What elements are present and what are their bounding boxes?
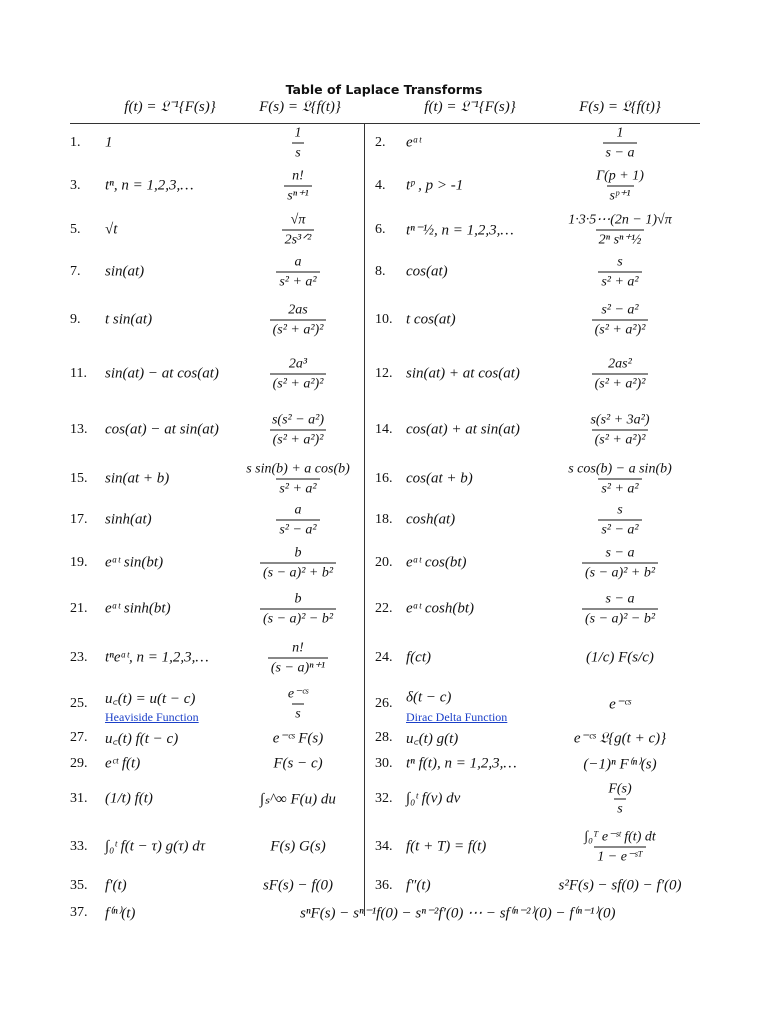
row-number: 24. <box>375 650 393 665</box>
transform-expression: s²F(s) − sf(0) − f′(0) <box>558 877 682 894</box>
time-function: eᵃᵗ cosh(bt) <box>406 600 475 617</box>
fraction <box>243 461 353 498</box>
row-number: 7. <box>70 264 81 279</box>
denominator: s² − a² <box>598 520 641 539</box>
numerator: 2as <box>288 302 308 318</box>
row-number: 19. <box>70 555 88 570</box>
denominator: (s − a)² + b² <box>582 563 658 582</box>
numerator: s² − a² <box>601 302 639 318</box>
time-function: ∫₀ᵗ f(t − τ) g(τ) dτ <box>105 838 206 855</box>
time-function: δ(t − c) <box>406 689 452 706</box>
numerator: ∫₀ᵀ e⁻ˢᵗ f(t) dt <box>584 829 656 845</box>
numerator: b <box>294 591 302 607</box>
row-number: 9. <box>70 312 81 327</box>
transform-expression: e⁻ᶜˢ <box>609 696 631 713</box>
time-function: f′(t) <box>105 877 127 894</box>
row-number: 32. <box>375 791 393 806</box>
row-number: 17. <box>70 512 88 527</box>
denominator: (s² + a²)² <box>270 374 327 393</box>
transform-function <box>208 756 388 773</box>
heaviside-function-link[interactable]: Heaviside Function <box>105 710 199 724</box>
denominator: (s² + a²)² <box>270 430 327 449</box>
denominator: sᵖ⁺¹ <box>607 186 634 205</box>
row-number: 30. <box>375 756 393 771</box>
transform-function <box>530 755 710 774</box>
time-function: u꜀(t) = u(t − c) <box>105 691 196 707</box>
numerator: s cos(b) − a sin(b) <box>568 461 672 477</box>
transform-function <box>530 545 710 582</box>
numerator: a <box>294 502 302 518</box>
fraction <box>282 212 315 249</box>
row-number: 16. <box>375 471 393 486</box>
time-function: sin(at) − at cos(at) <box>105 365 219 382</box>
transform-function <box>530 412 710 449</box>
numerator: s(s² + 3a²) <box>590 412 650 428</box>
row-number: 27. <box>70 730 88 745</box>
transform-function <box>208 356 388 393</box>
transform-expression: F(s) G(s) <box>270 838 326 855</box>
time-function: tᵖ , p > -1 <box>406 177 464 194</box>
row-number: 34. <box>375 839 393 854</box>
fraction <box>593 168 647 205</box>
denominator: s <box>614 799 625 818</box>
row-number: 12. <box>375 366 393 381</box>
fraction <box>269 412 327 449</box>
row-number: 10. <box>375 312 393 327</box>
transform-function <box>208 212 388 249</box>
transform-function <box>530 878 710 895</box>
numerator: 1 <box>294 125 302 141</box>
numerator: 1 <box>616 125 624 141</box>
transform-function <box>530 781 710 818</box>
denominator: (s − a)² − b² <box>260 609 336 628</box>
row-number: 6. <box>375 222 386 237</box>
transform-function <box>208 302 388 339</box>
time-function: eᵃᵗ <box>406 134 422 151</box>
row-number: 15. <box>70 471 88 486</box>
transform-function <box>208 686 388 723</box>
row-number: 33. <box>70 839 88 854</box>
denominator: (s − a)ⁿ⁺¹ <box>268 658 328 677</box>
page-title: Table of Laplace Transforms <box>285 82 483 97</box>
fraction <box>260 545 336 582</box>
transform-function <box>530 829 710 866</box>
row-number: 1. <box>70 135 81 150</box>
fraction <box>276 254 319 291</box>
fraction <box>292 125 305 162</box>
transform-function <box>208 729 388 748</box>
numerator: F(s) <box>608 781 632 797</box>
transform-function <box>530 125 710 162</box>
denominator: (s − a)² − b² <box>582 609 658 628</box>
transform-function <box>530 461 710 498</box>
numerator: b <box>294 545 302 561</box>
numerator: e⁻ᶜˢ <box>287 686 309 702</box>
denominator: 2ⁿ sⁿ⁺½ <box>596 230 645 249</box>
row-number: 5. <box>70 222 81 237</box>
time-function: 1 <box>105 134 113 151</box>
denominator: (s² + a²)² <box>592 374 649 393</box>
fraction <box>284 168 311 205</box>
time-function: tⁿ⁻½, n = 1,2,3,… <box>406 222 514 239</box>
row-number: 36. <box>375 878 393 893</box>
denominator: s² + a² <box>276 479 319 498</box>
transform-function <box>208 545 388 582</box>
time-function: sin(at) <box>105 263 145 280</box>
transform-function <box>530 650 710 667</box>
time-function: tⁿ f(t), n = 1,2,3,… <box>406 755 517 772</box>
transform-function <box>208 839 388 856</box>
time-function: √t <box>105 221 118 238</box>
fraction <box>270 356 327 393</box>
fraction <box>592 302 649 339</box>
transform-function <box>208 125 388 162</box>
time-function: tⁿeᵃᵗ, n = 1,2,3,… <box>105 649 209 666</box>
time-function: sinh(at) <box>105 511 152 528</box>
row-number: 8. <box>375 264 386 279</box>
denominator: sⁿ⁺¹ <box>284 186 311 205</box>
time-function: ∫₀ᵗ f(v) dv <box>406 790 461 807</box>
time-function: u꜀(t) f(t − c) <box>105 731 179 747</box>
numerator: 1·3·5⋯(2n − 1)√π <box>568 212 672 228</box>
header-F-right: F(s) = 𝔏{f(t)} <box>579 99 661 115</box>
transform-function <box>530 254 710 291</box>
numerator: s <box>617 254 623 270</box>
fraction <box>581 829 659 866</box>
transform-expression: e⁻ᶜˢ F(s) <box>272 730 324 747</box>
time-function: (1/t) f(t) <box>105 790 153 807</box>
transform-expression: (−1)ⁿ F⁽ⁿ⁾(s) <box>583 756 657 773</box>
fraction <box>260 591 336 628</box>
row-number: 4. <box>375 178 386 193</box>
numerator: n! <box>292 168 304 184</box>
denominator: s² + a² <box>598 272 641 291</box>
numerator: a <box>294 254 302 270</box>
transform-function <box>208 461 388 498</box>
transform-function <box>208 640 388 677</box>
row-number: 29. <box>70 756 88 771</box>
time-function: f″(t) <box>406 877 431 894</box>
row-number: 11. <box>70 366 87 381</box>
denominator: s² + a² <box>598 479 641 498</box>
fraction <box>565 461 675 498</box>
row-number: 14. <box>375 422 393 437</box>
denominator: (s − a)² + b² <box>260 563 336 582</box>
time-function: cos(at) <box>406 263 448 280</box>
fraction <box>276 502 319 539</box>
row-number: 35. <box>70 878 88 893</box>
fraction <box>587 412 652 449</box>
fraction <box>582 591 658 628</box>
numerator: s(s² − a²) <box>271 412 325 428</box>
numerator: s − a <box>605 591 635 607</box>
denominator: (s² + a²)² <box>592 320 649 339</box>
transform-function <box>208 168 388 205</box>
transform-function <box>530 502 710 539</box>
row-number: 22. <box>375 601 393 616</box>
time-function: eᵃᵗ sin(bt) <box>105 554 164 571</box>
row-number: 28. <box>375 730 393 745</box>
row-number: 2. <box>375 135 386 150</box>
transform-function <box>530 591 710 628</box>
fraction <box>605 781 634 818</box>
numerator: s <box>617 502 623 518</box>
transform-expression: sF(s) − f(0) <box>262 877 334 894</box>
time-function: eᵃᵗ sinh(bt) <box>105 600 171 617</box>
row-number: 20. <box>375 555 393 570</box>
fraction <box>598 254 641 291</box>
denominator: s² + a² <box>276 272 319 291</box>
row-number: 26. <box>375 696 393 711</box>
transform-expression: (1/c) F(s/c) <box>586 649 654 666</box>
row-number: 3. <box>70 178 81 193</box>
dirac-delta-function-link[interactable]: Dirac Delta Function <box>406 710 508 724</box>
denominator: (s² + a²)² <box>592 430 649 449</box>
fraction <box>603 125 638 162</box>
header-F-left: F(s) = 𝔏{f(t)} <box>259 99 341 115</box>
time-function: cos(at) − at sin(at) <box>105 421 219 438</box>
numerator: √π <box>290 212 306 228</box>
denominator: (s² + a²)² <box>270 320 327 339</box>
denominator: s − a <box>603 143 638 162</box>
time-function: u꜀(t) g(t) <box>406 731 459 747</box>
row-number: 31. <box>70 791 88 806</box>
header-f-left: f(t) = 𝔏⁻¹{F(s)} <box>124 99 216 115</box>
time-function: f(ct) <box>406 649 431 666</box>
time-function: sin(at) + at cos(at) <box>406 365 520 382</box>
denominator: s <box>292 143 303 162</box>
transform-function <box>530 729 710 748</box>
fraction <box>565 212 674 249</box>
header-f-right: f(t) = 𝔏⁻¹{F(s)} <box>424 99 516 115</box>
fraction <box>270 302 327 339</box>
transform-function <box>208 502 388 539</box>
row-number: 37. <box>70 905 88 920</box>
time-function: cos(at) + at sin(at) <box>406 421 520 438</box>
transform-expression: F(s − c) <box>273 755 323 772</box>
fraction <box>285 686 311 723</box>
transform-function: sⁿF(s) − sⁿ⁻¹f(0) − sⁿ⁻²f′(0) ⋯ − sf⁽ⁿ⁻²⁾(0) − f⁽ⁿ⁻¹⁾(0) <box>300 905 616 922</box>
denominator: s <box>292 704 303 723</box>
time-function: eᵃᵗ cos(bt) <box>406 554 467 571</box>
time-function: f⁽ⁿ⁾(t) <box>105 905 136 922</box>
time-function: tⁿ, n = 1,2,3,… <box>105 177 194 194</box>
transform-function <box>530 302 710 339</box>
denominator: s² − a² <box>276 520 319 539</box>
numerator: Γ(p + 1) <box>596 168 644 184</box>
fraction <box>592 356 649 393</box>
numerator: n! <box>292 640 304 656</box>
row-number: 21. <box>70 601 88 616</box>
transform-function <box>208 254 388 291</box>
numerator: s − a <box>605 545 635 561</box>
transform-function <box>208 412 388 449</box>
time-function: t sin(at) <box>105 311 153 328</box>
time-function: f(t + T) = f(t) <box>406 838 487 855</box>
row-number: 13. <box>70 422 88 437</box>
transform-function <box>208 790 388 809</box>
time-function: sin(at + b) <box>105 470 170 487</box>
transform-function <box>208 878 388 895</box>
numerator: 2a³ <box>288 356 308 372</box>
numerator: s sin(b) + a cos(b) <box>246 461 350 477</box>
fraction <box>268 640 328 677</box>
time-function: eᶜᵗ f(t) <box>105 755 141 772</box>
transform-function <box>530 695 710 714</box>
numerator: 2as² <box>608 356 632 372</box>
transform-function <box>530 356 710 393</box>
denominator: 2s³ᐟ² <box>282 230 315 249</box>
transform-function <box>530 168 710 205</box>
row-number: 25. <box>70 696 88 711</box>
denominator: 1 − e⁻ˢᵀ <box>594 847 645 866</box>
transform-function <box>530 212 710 249</box>
row-number: 18. <box>375 512 393 527</box>
time-function: t cos(at) <box>406 311 456 328</box>
transform-expression: e⁻ᶜˢ 𝔏{g(t + c)} <box>573 730 667 747</box>
row-number: 23. <box>70 650 88 665</box>
transform-expression: ∫ₛ^∞ F(u) du <box>260 791 336 808</box>
transform-function <box>208 591 388 628</box>
fraction <box>582 545 658 582</box>
time-function: cos(at + b) <box>406 470 473 487</box>
time-function: cosh(at) <box>406 511 456 528</box>
fraction <box>598 502 641 539</box>
